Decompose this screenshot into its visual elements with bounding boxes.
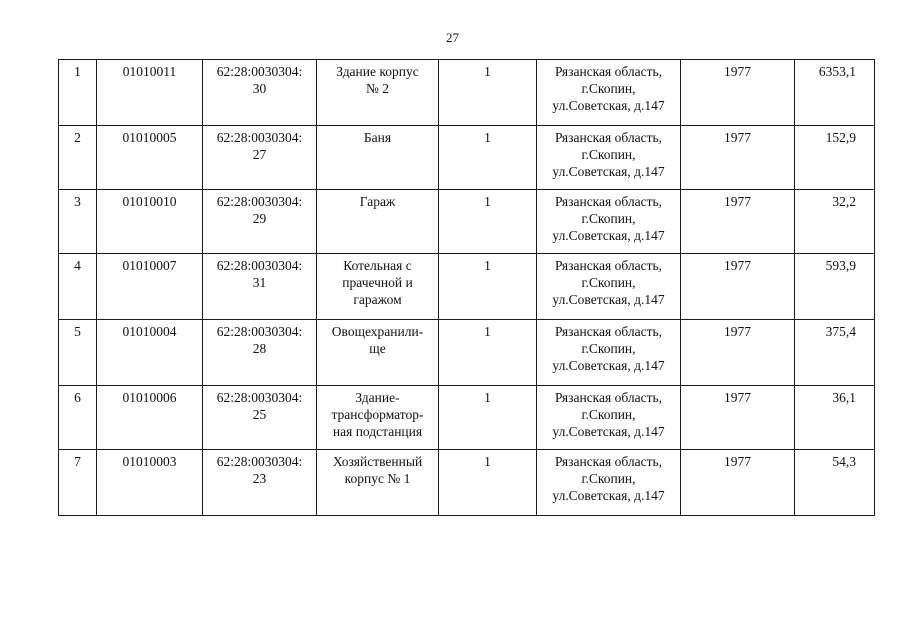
cell-object-name-line: Баня	[363, 130, 392, 145]
cell-object-name-line: № 2	[365, 81, 389, 96]
cell-cadastral-number-line: 28	[252, 341, 267, 356]
cell-address-line: г.Скопин,	[581, 341, 636, 356]
cell-object-name	[317, 450, 439, 516]
cell-object-name-line: Котельная с	[343, 258, 412, 273]
cell-cadastral-number-line: 31	[252, 275, 267, 290]
cell-year: 1977	[681, 190, 795, 254]
cell-object-name-line: ще	[369, 341, 386, 356]
cell-cadastral-number	[203, 60, 317, 126]
cell-inventory-number: 01010010	[97, 190, 203, 254]
cell-object-name-line: прачечной и	[342, 275, 413, 290]
property-table	[58, 59, 875, 516]
cell-number: 1	[59, 60, 97, 126]
cell-cadastral-number-line: 62:28:0030304:	[216, 130, 303, 145]
cell-cadastral-number	[203, 126, 317, 190]
cell-quantity: 1	[439, 190, 537, 254]
cell-object-name	[317, 320, 439, 386]
cell-year: 1977	[681, 60, 795, 126]
cell-address	[537, 190, 681, 254]
cell-area: 32,2	[795, 190, 875, 254]
cell-quantity: 1	[439, 386, 537, 450]
cell-year: 1977	[681, 254, 795, 320]
cell-object-name	[317, 386, 439, 450]
table-row	[59, 254, 875, 320]
cell-object-name-line: корпус № 1	[344, 471, 411, 486]
cell-address-line: Рязанская область,	[554, 64, 663, 79]
table-row	[59, 450, 875, 516]
cell-area: 36,1	[795, 386, 875, 450]
cell-number: 5	[59, 320, 97, 386]
table-row	[59, 320, 875, 386]
cell-address	[537, 386, 681, 450]
cell-object-name	[317, 190, 439, 254]
cell-inventory-number: 01010003	[97, 450, 203, 516]
cell-inventory-number: 01010005	[97, 126, 203, 190]
cell-address-line: Рязанская область,	[554, 130, 663, 145]
cell-address-line: ул.Советская, д.147	[552, 164, 665, 179]
cell-object-name-line: Здание корпус	[336, 64, 419, 79]
table-row	[59, 126, 875, 190]
cell-number: 2	[59, 126, 97, 190]
cell-year: 1977	[681, 126, 795, 190]
cell-address-line: г.Скопин,	[581, 275, 636, 290]
cell-address	[537, 126, 681, 190]
cell-address	[537, 320, 681, 386]
cell-address	[537, 450, 681, 516]
cell-cadastral-number	[203, 320, 317, 386]
cell-cadastral-number-line: 62:28:0030304:	[216, 454, 303, 469]
cell-inventory-number: 01010006	[97, 386, 203, 450]
cell-year: 1977	[681, 386, 795, 450]
cell-address-line: ул.Советская, д.147	[552, 488, 665, 503]
cell-year: 1977	[681, 450, 795, 516]
cell-address	[537, 60, 681, 126]
cell-inventory-number: 01010004	[97, 320, 203, 386]
cell-address	[537, 254, 681, 320]
cell-area: 152,9	[795, 126, 875, 190]
cell-object-name-line: гаражом	[353, 292, 402, 307]
cell-cadastral-number-line: 62:28:0030304:	[216, 324, 303, 339]
cell-cadastral-number-line: 27	[252, 147, 267, 162]
cell-area: 375,4	[795, 320, 875, 386]
cell-area: 6353,1	[795, 60, 875, 126]
cell-address-line: г.Скопин,	[581, 147, 636, 162]
cell-object-name-line: Хозяйственный	[332, 454, 423, 469]
cell-address-line: Рязанская область,	[554, 390, 663, 405]
cell-quantity: 1	[439, 320, 537, 386]
cell-cadastral-number	[203, 190, 317, 254]
cell-address-line: Рязанская область,	[554, 194, 663, 209]
cell-cadastral-number-line: 62:28:0030304:	[216, 64, 303, 79]
cell-cadastral-number	[203, 386, 317, 450]
cell-cadastral-number	[203, 450, 317, 516]
cell-cadastral-number-line: 62:28:0030304:	[216, 390, 303, 405]
cell-address-line: г.Скопин,	[581, 81, 636, 96]
cell-inventory-number: 01010007	[97, 254, 203, 320]
cell-object-name-line: ная подстанция	[332, 424, 423, 439]
cell-year: 1977	[681, 320, 795, 386]
cell-address-line: г.Скопин,	[581, 471, 636, 486]
cell-address-line: Рязанская область,	[554, 454, 663, 469]
cell-number: 4	[59, 254, 97, 320]
cell-address-line: ул.Советская, д.147	[552, 98, 665, 113]
cell-object-name	[317, 254, 439, 320]
cell-address-line: ул.Советская, д.147	[552, 424, 665, 439]
cell-address-line: Рязанская область,	[554, 258, 663, 273]
cell-number: 6	[59, 386, 97, 450]
cell-cadastral-number-line: 62:28:0030304:	[216, 194, 303, 209]
cell-address-line: г.Скопин,	[581, 407, 636, 422]
cell-object-name-line: Здание-	[355, 390, 400, 405]
cell-cadastral-number-line: 62:28:0030304:	[216, 258, 303, 273]
cell-quantity: 1	[439, 254, 537, 320]
cell-address-line: ул.Советская, д.147	[552, 228, 665, 243]
cell-cadastral-number-line: 29	[252, 211, 267, 226]
cell-cadastral-number-line: 25	[252, 407, 267, 422]
cell-address-line: ул.Советская, д.147	[552, 358, 665, 373]
page-number: 27	[446, 30, 459, 45]
cell-number: 7	[59, 450, 97, 516]
cell-area: 593,9	[795, 254, 875, 320]
cell-object-name-line: трансформатор-	[331, 407, 424, 422]
cell-object-name-line: Овощехранили-	[331, 324, 424, 339]
cell-cadastral-number-line: 23	[252, 471, 267, 486]
cell-object-name-line: Гараж	[359, 194, 396, 209]
cell-quantity: 1	[439, 450, 537, 516]
cell-object-name	[317, 126, 439, 190]
table-row	[59, 190, 875, 254]
cell-area: 54,3	[795, 450, 875, 516]
cell-address-line: г.Скопин,	[581, 211, 636, 226]
cell-cadastral-number	[203, 254, 317, 320]
cell-object-name	[317, 60, 439, 126]
cell-cadastral-number-line: 30	[252, 81, 267, 96]
cell-inventory-number: 01010011	[97, 60, 203, 126]
table-row	[59, 386, 875, 450]
cell-quantity: 1	[439, 60, 537, 126]
cell-address-line: Рязанская область,	[554, 324, 663, 339]
table-row	[59, 60, 875, 126]
cell-number: 3	[59, 190, 97, 254]
cell-address-line: ул.Советская, д.147	[552, 292, 665, 307]
cell-quantity: 1	[439, 126, 537, 190]
